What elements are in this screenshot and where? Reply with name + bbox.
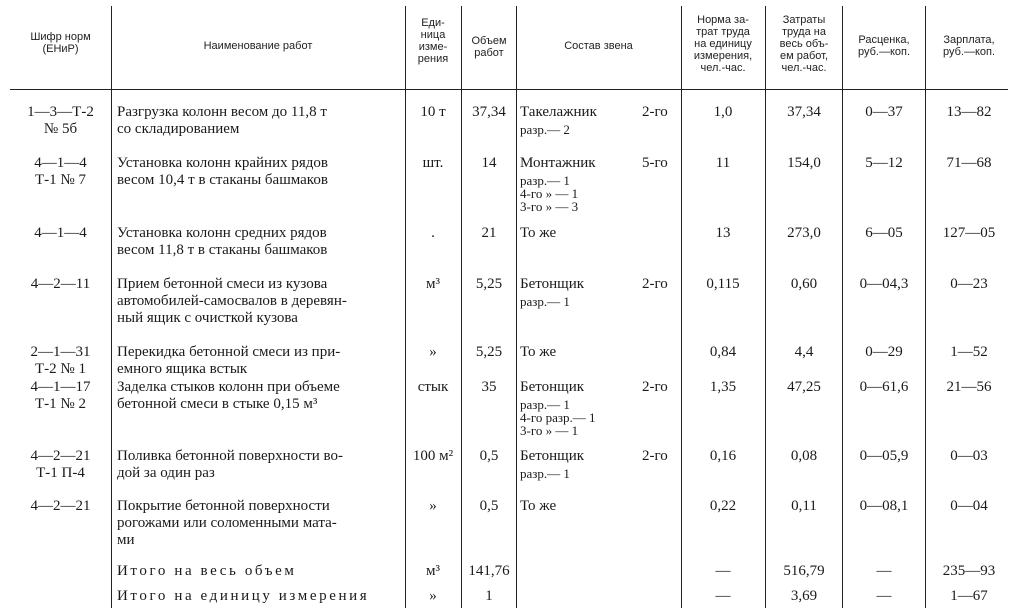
row-crew-extra: разр.— 1 bbox=[520, 294, 570, 309]
row-crew-grade: 2-го bbox=[642, 104, 668, 120]
row-crew-grade: 2-го bbox=[642, 276, 668, 292]
row-wage: 127—05 bbox=[942, 225, 996, 241]
row-unit: м³ bbox=[426, 276, 440, 292]
row-unit: 100 м² bbox=[412, 448, 454, 464]
row-norm: 1,0 bbox=[713, 104, 733, 120]
header-volume: Объем работ bbox=[471, 35, 507, 59]
row-crew-grade: 5-го bbox=[642, 155, 668, 171]
row-labor: 273,0 bbox=[787, 225, 821, 241]
header-norm: Норма за- трат труда на единицу измерения, чел.-час. bbox=[693, 14, 753, 74]
row-code: 4—1—17 Т-1 № 2 bbox=[30, 379, 91, 412]
row-crew-extra: разр.— 1 4-го разр.— 1 3-го » — 1 bbox=[520, 397, 596, 438]
row-wage: 0—03 bbox=[950, 448, 988, 464]
row-code: 4—1—4 bbox=[34, 225, 87, 241]
row-labor: 154,0 bbox=[787, 155, 821, 171]
row-name: Прием бетонной смеси из кузова автомобилей-самосвалов в деревян- ный ящик с очисткой кузова bbox=[117, 276, 347, 326]
total-rate: — bbox=[876, 563, 892, 579]
total-wage: 1—67 bbox=[950, 588, 988, 604]
row-wage: 13—82 bbox=[946, 104, 992, 120]
total-wage: 235—93 bbox=[942, 563, 996, 579]
row-name: Разгрузка колонн весом до 11,8 т со складированием bbox=[117, 104, 327, 137]
row-crew-grade: 2-го bbox=[642, 379, 668, 395]
row-crew-extra: разр.— 1 bbox=[520, 466, 570, 481]
row-wage: 1—52 bbox=[950, 344, 988, 360]
row-code: 4—2—21 bbox=[30, 498, 91, 514]
row-code: 4—2—21 Т-1 П-4 bbox=[30, 448, 91, 481]
row-code: 2—1—31 Т-2 № 1 bbox=[30, 344, 91, 377]
row-code: 4—1—4 Т-1 № 7 bbox=[34, 155, 87, 188]
header-wage: Зарплата, руб.—коп. bbox=[942, 34, 996, 58]
row-wage: 0—04 bbox=[950, 498, 988, 514]
row-crew-extra: разр.— 2 bbox=[520, 122, 570, 137]
row-unit: . bbox=[431, 225, 435, 241]
row-crew-main: Бетонщик bbox=[520, 379, 585, 395]
row-rate: 0—05,9 bbox=[859, 448, 909, 464]
row-rate: 6—05 bbox=[865, 225, 903, 241]
row-unit: 10 т bbox=[420, 104, 446, 120]
row-norm: 0,16 bbox=[709, 448, 737, 464]
row-name: Покрытие бетонной поверхности рогожами или соломенными мата- ми bbox=[117, 498, 337, 548]
column-divider bbox=[765, 6, 766, 608]
row-code: 4—2—11 bbox=[30, 276, 91, 292]
total-volume: 1 bbox=[485, 588, 493, 604]
row-unit: шт. bbox=[422, 155, 444, 171]
row-volume: 37,34 bbox=[472, 104, 506, 120]
column-divider bbox=[111, 6, 112, 608]
row-volume: 0,5 bbox=[479, 448, 499, 464]
row-norm: 0,115 bbox=[706, 276, 740, 292]
row-wage: 21—56 bbox=[946, 379, 992, 395]
row-unit: » bbox=[429, 498, 437, 514]
row-volume: 5,25 bbox=[475, 344, 503, 360]
row-norm: 13 bbox=[715, 225, 731, 241]
row-crew-main: Бетонщик bbox=[520, 448, 585, 464]
column-divider bbox=[842, 6, 843, 608]
row-volume: 21 bbox=[481, 225, 497, 241]
row-crew-grade: 2-го bbox=[642, 448, 668, 464]
row-labor: 4,4 bbox=[794, 344, 814, 360]
header-divider bbox=[10, 89, 1008, 90]
row-wage: 71—68 bbox=[946, 155, 992, 171]
total-rate: — bbox=[876, 588, 892, 604]
row-rate: 0—29 bbox=[865, 344, 903, 360]
column-divider bbox=[461, 6, 462, 608]
row-crew-main: Монтажник bbox=[520, 155, 596, 171]
row-crew-main: Бетонщик bbox=[520, 276, 585, 292]
total-label: Итого на весь объем bbox=[117, 563, 297, 579]
total-label: Итого на единицу измерения bbox=[117, 588, 370, 604]
row-rate: 0—61,6 bbox=[859, 379, 909, 395]
row-name: Установка колонн крайних рядов весом 10,4 т в стаканы башмаков bbox=[117, 155, 328, 188]
total-unit: м³ bbox=[426, 563, 440, 579]
row-norm: 1,35 bbox=[709, 379, 737, 395]
row-norm: 0,84 bbox=[709, 344, 737, 360]
row-volume: 14 bbox=[481, 155, 497, 171]
total-labor: 3,69 bbox=[790, 588, 818, 604]
total-volume: 141,76 bbox=[468, 563, 510, 579]
row-crew-main: То же bbox=[520, 344, 557, 360]
row-norm: 11 bbox=[715, 155, 731, 171]
row-labor: 0,08 bbox=[790, 448, 818, 464]
row-crew-main: То же bbox=[520, 498, 557, 514]
row-name: Поливка бетонной поверхности во- дой за один раз bbox=[117, 448, 344, 481]
row-unit: стык bbox=[417, 379, 449, 395]
row-norm: 0,22 bbox=[709, 498, 737, 514]
total-labor: 516,79 bbox=[783, 563, 825, 579]
row-volume: 0,5 bbox=[479, 498, 499, 514]
header-crew: Состав звена bbox=[564, 40, 633, 52]
row-crew-extra: разр.— 1 4-го » — 1 3-го » — 3 bbox=[520, 173, 579, 214]
row-rate: 0—37 bbox=[865, 104, 903, 120]
header-code: Шифр норм (ЕНиР) bbox=[30, 31, 91, 55]
total-norm: — bbox=[715, 588, 731, 604]
row-rate: 0—08,1 bbox=[859, 498, 909, 514]
header-labor: Затраты труда на весь объ- ем работ, чел.-час. bbox=[779, 14, 829, 74]
row-labor: 47,25 bbox=[787, 379, 821, 395]
row-labor: 0,60 bbox=[790, 276, 818, 292]
row-rate: 5—12 bbox=[865, 155, 903, 171]
row-name: Перекидка бетонной смеси из при- емного ящика встык bbox=[117, 344, 341, 377]
row-code: 1—3—Т-2 № 5б bbox=[27, 104, 94, 137]
total-norm: — bbox=[715, 563, 731, 579]
total-unit: » bbox=[429, 588, 437, 604]
column-divider bbox=[681, 6, 682, 608]
header-unit: Еди- ница изме- рения bbox=[417, 17, 449, 65]
row-name: Установка колонн средних рядов весом 11,8 т в стаканы башмаков bbox=[117, 225, 328, 258]
row-rate: 0—04,3 bbox=[859, 276, 909, 292]
row-labor: 0,11 bbox=[791, 498, 817, 514]
header-name: Наименование работ bbox=[203, 40, 313, 52]
column-divider bbox=[925, 6, 926, 608]
row-volume: 35 bbox=[481, 379, 497, 395]
row-labor: 37,34 bbox=[787, 104, 821, 120]
row-crew-main: Такелажник bbox=[520, 104, 597, 120]
row-crew-main: То же bbox=[520, 225, 557, 241]
header-rate: Расценка, руб.—коп. bbox=[857, 34, 911, 58]
row-name: Заделка стыков колонн при объеме бетонной смеси в стыке 0,15 м³ bbox=[117, 379, 340, 412]
row-wage: 0—23 bbox=[950, 276, 988, 292]
column-divider bbox=[405, 6, 406, 608]
row-volume: 5,25 bbox=[475, 276, 503, 292]
row-unit: » bbox=[429, 344, 437, 360]
column-divider bbox=[516, 6, 517, 608]
